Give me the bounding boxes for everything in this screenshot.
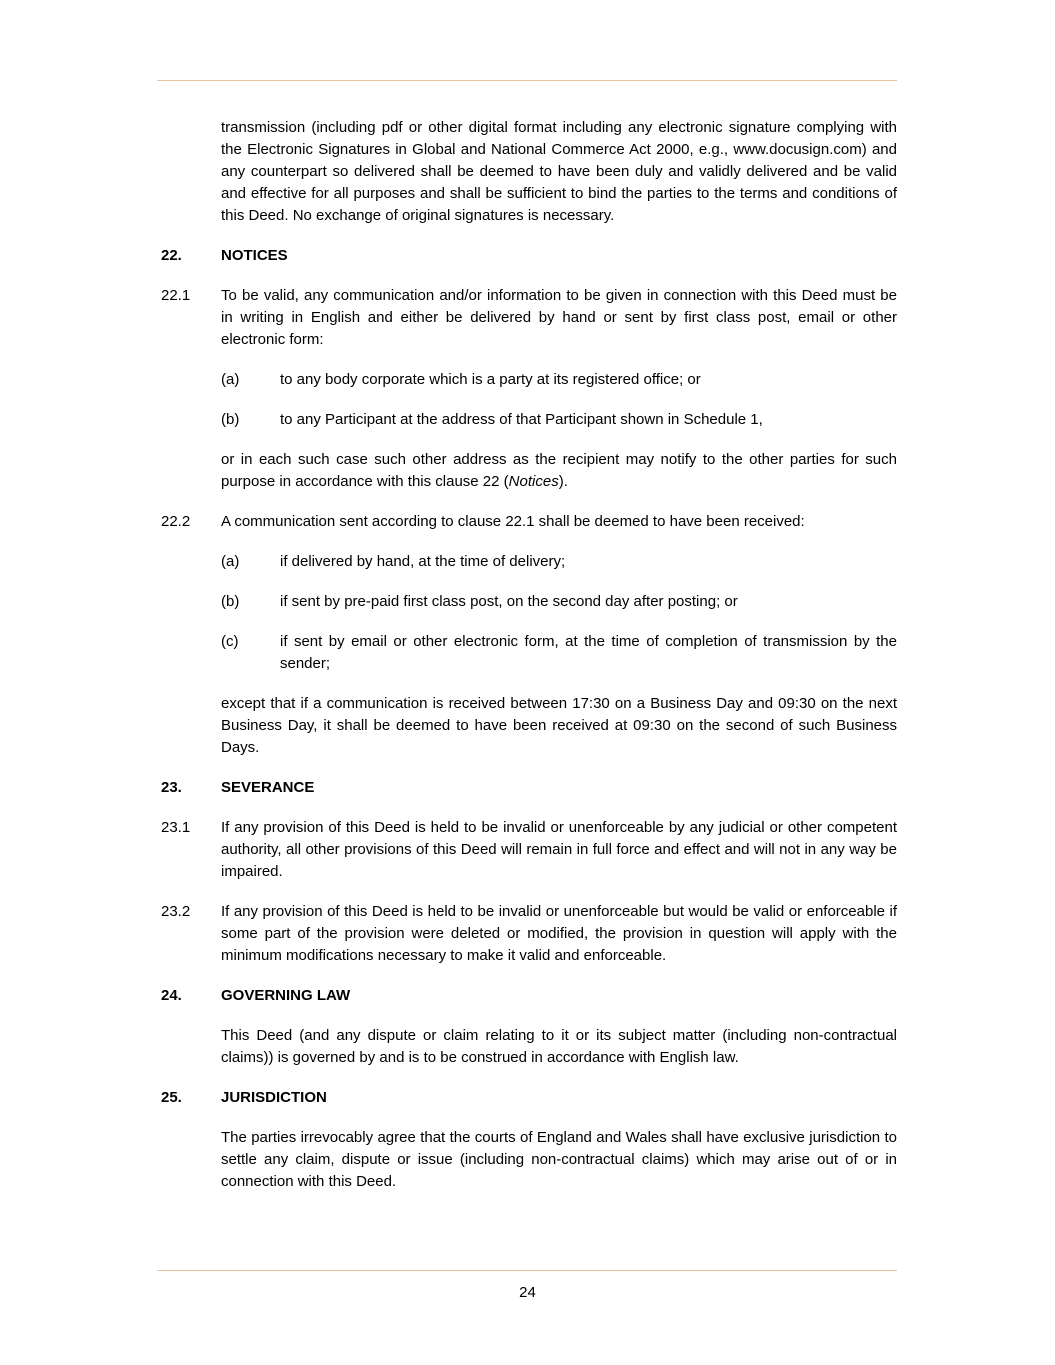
subitem-number: (a) xyxy=(221,371,240,388)
header-rule xyxy=(157,80,897,81)
clause-number: 23.2 xyxy=(161,903,191,920)
subitem-22-2-b xyxy=(221,591,897,613)
section-heading-24 xyxy=(161,985,897,1007)
clause-22-1 xyxy=(161,285,897,351)
section-number: 23. xyxy=(161,779,182,796)
subitem-text: if sent by pre-paid first class post, on the second day after posting; or xyxy=(280,593,738,610)
section-number: 25. xyxy=(161,1089,182,1106)
subitem-number: (b) xyxy=(221,411,240,428)
clause-number: 23.1 xyxy=(161,819,191,836)
clause-22-1-tail xyxy=(221,449,897,493)
subitem-number: (b) xyxy=(221,593,240,610)
section-title: SEVERANCE xyxy=(221,779,315,796)
clause-22-2 xyxy=(161,511,897,533)
paragraph-governing-law xyxy=(221,1025,897,1069)
subitem-22-1-a xyxy=(221,369,897,391)
clause-number: 22.2 xyxy=(161,513,191,530)
paragraph-text: This Deed (and any dispute or claim relating to it or its subject matter (including non-contractual claims)) is governed by and is to be construed in accordance with English law. xyxy=(221,1027,897,1066)
section-title: NOTICES xyxy=(221,247,288,264)
paragraph-jurisdiction xyxy=(221,1127,897,1193)
clause-text: If any provision of this Deed is held to be invalid or unenforceable by any judicial or other competent authority, all other provisions of this Deed will remain in full force and effect and will not in any way be impaired. xyxy=(221,819,897,880)
footer-rule xyxy=(157,1270,897,1271)
clause-23-2 xyxy=(161,901,897,967)
document-body xyxy=(161,117,897,1211)
section-number: 22. xyxy=(161,247,182,264)
section-heading-25 xyxy=(161,1087,897,1109)
subitem-text: if sent by email or other electronic form, at the time of completion of transmission by the sender; xyxy=(280,633,897,672)
clause-number: 22.1 xyxy=(161,287,191,304)
subitem-number: (a) xyxy=(221,553,240,570)
paragraph-text: or in each such case such other address as the recipient may notify to the other parties for such purpose in accordance with this clause 22 ( xyxy=(221,451,897,490)
section-heading-23 xyxy=(161,777,897,799)
paragraph-transmission xyxy=(221,117,897,227)
clause-text: If any provision of this Deed is held to be invalid or unenforceable but would be valid or enforceable if some part of the provision were deleted or modified, the provision in question will apply with the minimum modifications necessary to make it valid and enforceable. xyxy=(221,903,897,964)
clause-23-1 xyxy=(161,817,897,883)
section-title: GOVERNING LAW xyxy=(221,987,351,1004)
section-number: 24. xyxy=(161,987,182,1004)
subitem-22-2-c xyxy=(221,631,897,675)
page-number: 24 xyxy=(519,1284,536,1301)
subitem-number: (c) xyxy=(221,633,239,650)
subitem-text: to any body corporate which is a party at its registered office; or xyxy=(280,371,701,388)
paragraph-text: transmission (including pdf or other digital format including any electronic signature complying with the Electronic Signatures in Global and National Commerce Act 2000, e.g., www.docusign.com) and any counterpart so delivered shall be deemed to have been duly and validly delivered and be valid and effective for all purposes and shall be sufficient to bind the parties to the terms and conditions of this Deed. No exchange of original signatures is necessary. xyxy=(221,119,897,224)
paragraph-text: ). xyxy=(558,473,568,490)
clause-text: A communication sent according to clause 22.1 shall be deemed to have been received: xyxy=(221,513,805,530)
paragraph-text: except that if a communication is received between 17:30 on a Business Day and 09:30 on the next Business Day, it shall be deemed to have been received at 09:30 on the second of such Business Days. xyxy=(221,695,897,756)
subitem-22-1-b xyxy=(221,409,897,431)
subitem-text: to any Participant at the address of that Participant shown in Schedule 1, xyxy=(280,411,763,428)
subitem-22-2-a xyxy=(221,551,897,573)
section-heading-22 xyxy=(161,245,897,267)
section-title: JURISDICTION xyxy=(221,1089,327,1106)
clause-22-2-tail xyxy=(221,693,897,759)
italic-term-notices: Notices xyxy=(508,473,559,490)
clause-text: To be valid, any communication and/or information to be given in connection with this Deed must be in writing in English and either be delivered by hand or sent by first class post, email or other electronic form: xyxy=(221,287,897,348)
subitem-text: if delivered by hand, at the time of delivery; xyxy=(280,553,566,570)
paragraph-text: The parties irrevocably agree that the courts of England and Wales shall have exclusive jurisdiction to settle any claim, dispute or issue (including non-contractual claims) which may arise out of or in connection with this Deed. xyxy=(221,1129,897,1190)
